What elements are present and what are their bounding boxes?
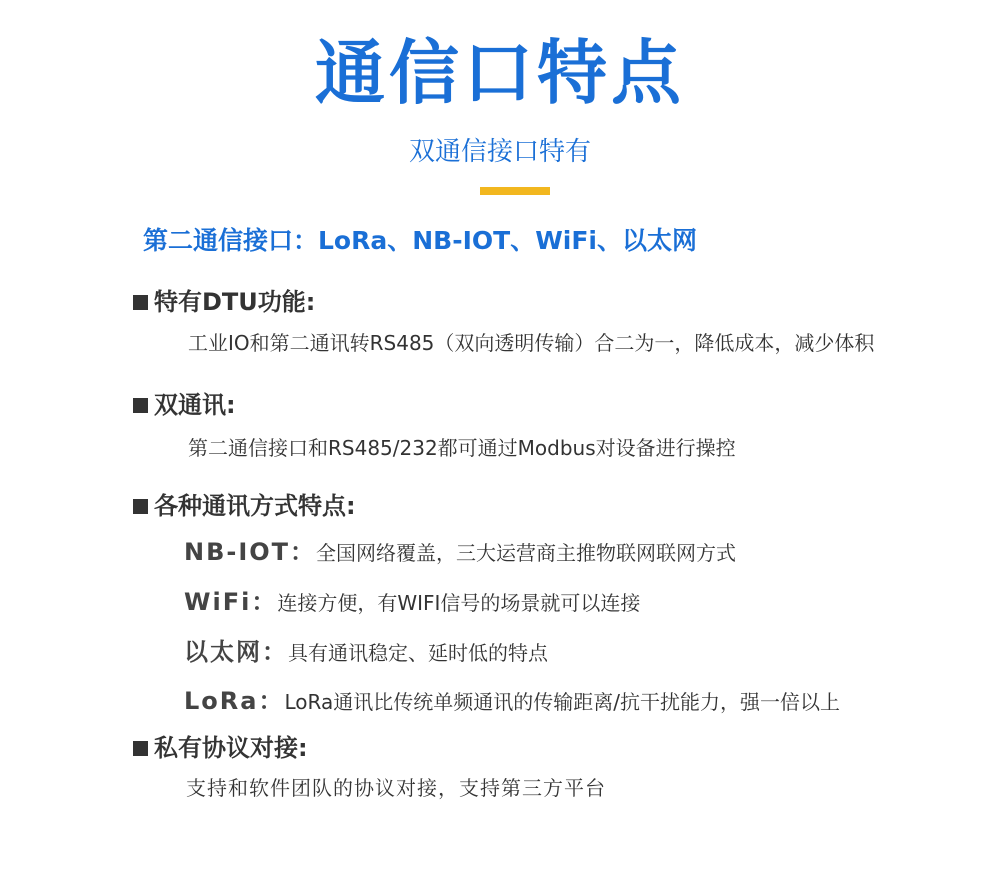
bullet-square-icon: [133, 295, 148, 310]
section-dual-title: 双通讯:: [154, 391, 236, 419]
section-dtu-heading: [133, 285, 315, 319]
second-interface-heading: 第二通信接口：LoRa、NB-IOT、WiFi、以太网: [143, 226, 697, 255]
section-methods-heading: [133, 489, 356, 523]
method-desc: LoRa通讯比传统单频通讯的传输距离/抗干扰能力，强一倍以上: [284, 690, 840, 714]
bullet-square-icon: [133, 398, 148, 413]
section-private-title: 私有协议对接:: [154, 734, 308, 762]
method-item-nbiot: [184, 534, 736, 573]
page-subtitle: 双通信接口特有: [408, 137, 591, 167]
section-private-heading: [133, 731, 308, 765]
section-methods-title: 各种通讯方式特点:: [154, 492, 356, 520]
method-desc: 全国网络覆盖，三大运营商主推物联网联网方式: [316, 541, 737, 565]
page-title: 通信口特点: [315, 32, 685, 114]
method-desc: 连接方便，有WIFI信号的场景就可以连接: [277, 591, 641, 615]
method-item-ethernet: [184, 634, 548, 673]
bullet-square-icon: [133, 499, 148, 514]
method-name: LoRa：: [184, 687, 285, 715]
section-dual-heading: [133, 388, 236, 422]
method-name: 以太网：: [184, 638, 288, 666]
section-dtu-text: 工业IO和第二通讯转RS485（双向透明传输）合二为一，降低成本，减少体积: [188, 331, 875, 355]
section-dual-text: 第二通信接口和RS485/232都可通过Modbus对设备进行操控: [188, 436, 736, 460]
method-item-wifi: [184, 584, 640, 623]
accent-divider: [480, 187, 550, 195]
method-name: WiFi：: [184, 588, 278, 616]
section-dtu-title: 特有DTU功能:: [154, 288, 316, 316]
method-item-lora: [184, 683, 840, 722]
method-name: NB-IOT：: [184, 538, 317, 566]
method-desc: 具有通讯稳定、延时低的特点: [288, 641, 548, 665]
section-private-text: 支持和软件团队的协议对接，支持第三方平台: [186, 776, 606, 800]
bullet-square-icon: [133, 741, 148, 756]
